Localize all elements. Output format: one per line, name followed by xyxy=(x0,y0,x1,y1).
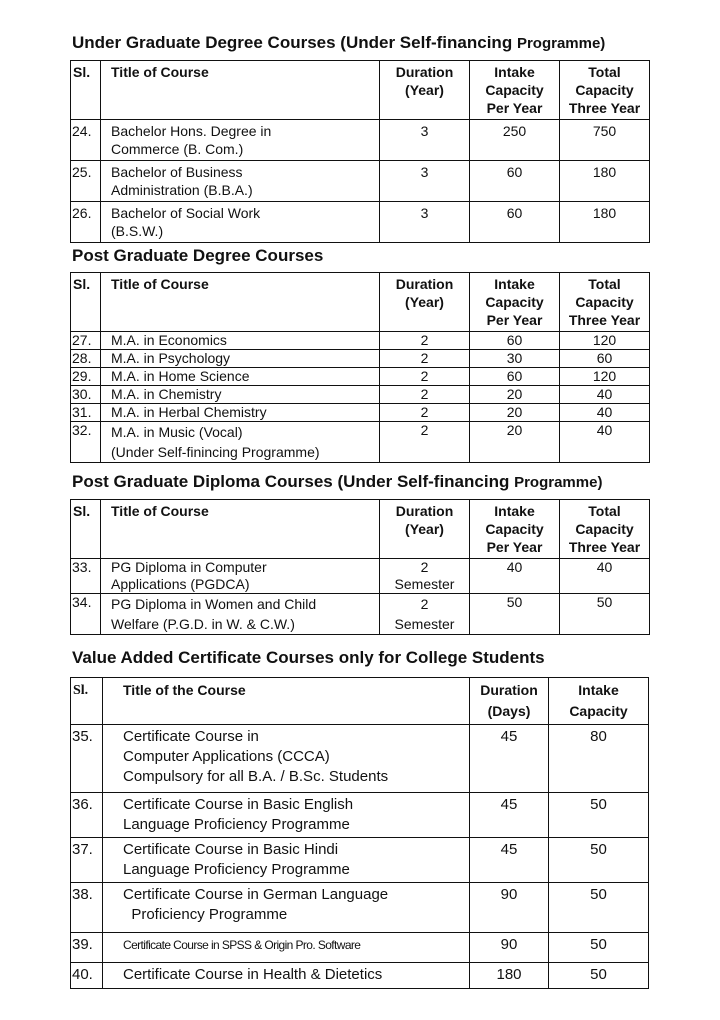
table-row: 38. Certificate Course in German Language Proficiency Programme 90 50 xyxy=(71,883,649,933)
title-header: Title of Course xyxy=(101,273,380,332)
table-header-row xyxy=(71,678,649,725)
pg-courses-table xyxy=(70,272,650,463)
sl-header: Sl. xyxy=(71,500,101,559)
intake-header: Intake Capacity xyxy=(549,678,649,725)
total-header: Total Capacity Three Year xyxy=(560,273,650,332)
title-header: Title of the Course xyxy=(103,678,470,725)
sl-header: Sl. xyxy=(71,61,101,120)
table-row: 25. Bachelor of Business Administration (B.B.A.) 3 60 180 xyxy=(71,161,650,202)
table-row: 32. M.A. in Music (Vocal) (Under Self-finincing Programme) 2 20 40 xyxy=(71,422,650,463)
intake-header: Intake Capacity Per Year xyxy=(470,61,560,120)
table-row: 30. M.A. in Chemistry 2 20 40 xyxy=(71,386,650,404)
table-row: 27. M.A. in Economics 2 60 120 xyxy=(71,332,650,350)
table-header-row xyxy=(71,273,650,332)
pg-diploma-section-title: Post Graduate Diploma Courses (Under Self-financing Programme) xyxy=(72,472,603,491)
pg-section-title: Post Graduate Degree Courses xyxy=(72,246,324,265)
duration-header: Duration (Year) xyxy=(380,61,470,120)
title-header: Title of Course xyxy=(101,500,380,559)
intake-header: Intake Capacity Per Year xyxy=(470,273,560,332)
table-header-row xyxy=(71,61,650,120)
sl-header: Sl. xyxy=(71,678,103,725)
title-header: Title of Course xyxy=(101,61,380,120)
table-header-row xyxy=(71,500,650,559)
total-header: Total Capacity Three Year xyxy=(560,500,650,559)
table-row: 35. Certificate Course in Computer Applications (CCCA) Compulsory for all B.A. / B.Sc. Students 45 80 xyxy=(71,725,649,793)
table-row: 37. Certificate Course in Basic Hindi Language Proficiency Programme 45 50 xyxy=(71,838,649,883)
table-row: 29. M.A. in Home Science 2 60 120 xyxy=(71,368,650,386)
table-row: 24. Bachelor Hons. Degree in Commerce (B. Com.) 3 250 750 xyxy=(71,120,650,161)
sl-header: Sl. xyxy=(71,273,101,332)
ug-courses-table xyxy=(70,60,650,243)
duration-header: Duration (Days) xyxy=(470,678,549,725)
duration-header: Duration (Year) xyxy=(380,273,470,332)
table-row: 26. Bachelor of Social Work (B.S.W.) 3 60 180 xyxy=(71,202,650,243)
certificate-courses-table xyxy=(70,677,649,989)
certificate-section-title: Value Added Certificate Courses only for College Students xyxy=(72,648,545,667)
table-row: 34. PG Diploma in Women and Child Welfare (P.G.D. in W. & C.W.) 2 Semester 50 50 xyxy=(71,594,650,635)
table-row: 39. Certificate Course in SPSS & Origin Pro. Software 90 50 xyxy=(71,933,649,963)
table-row: 33. PG Diploma in Computer Applications (PGDCA) 2 Semester 40 40 xyxy=(71,559,650,594)
ug-section-title: Under Graduate Degree Courses (Under Self-financing Programme) xyxy=(72,33,606,52)
table-row: 40. Certificate Course in Health & Dietetics 180 50 xyxy=(71,963,649,989)
total-header: Total Capacity Three Year xyxy=(560,61,650,120)
table-row: 31. M.A. in Herbal Chemistry 2 20 40 xyxy=(71,404,650,422)
duration-header: Duration (Year) xyxy=(380,500,470,559)
pg-diploma-table xyxy=(70,499,650,635)
table-row: 36. Certificate Course in Basic English Language Proficiency Programme 45 50 xyxy=(71,793,649,838)
intake-header: Intake Capacity Per Year xyxy=(470,500,560,559)
table-row: 28. M.A. in Psychology 2 30 60 xyxy=(71,350,650,368)
